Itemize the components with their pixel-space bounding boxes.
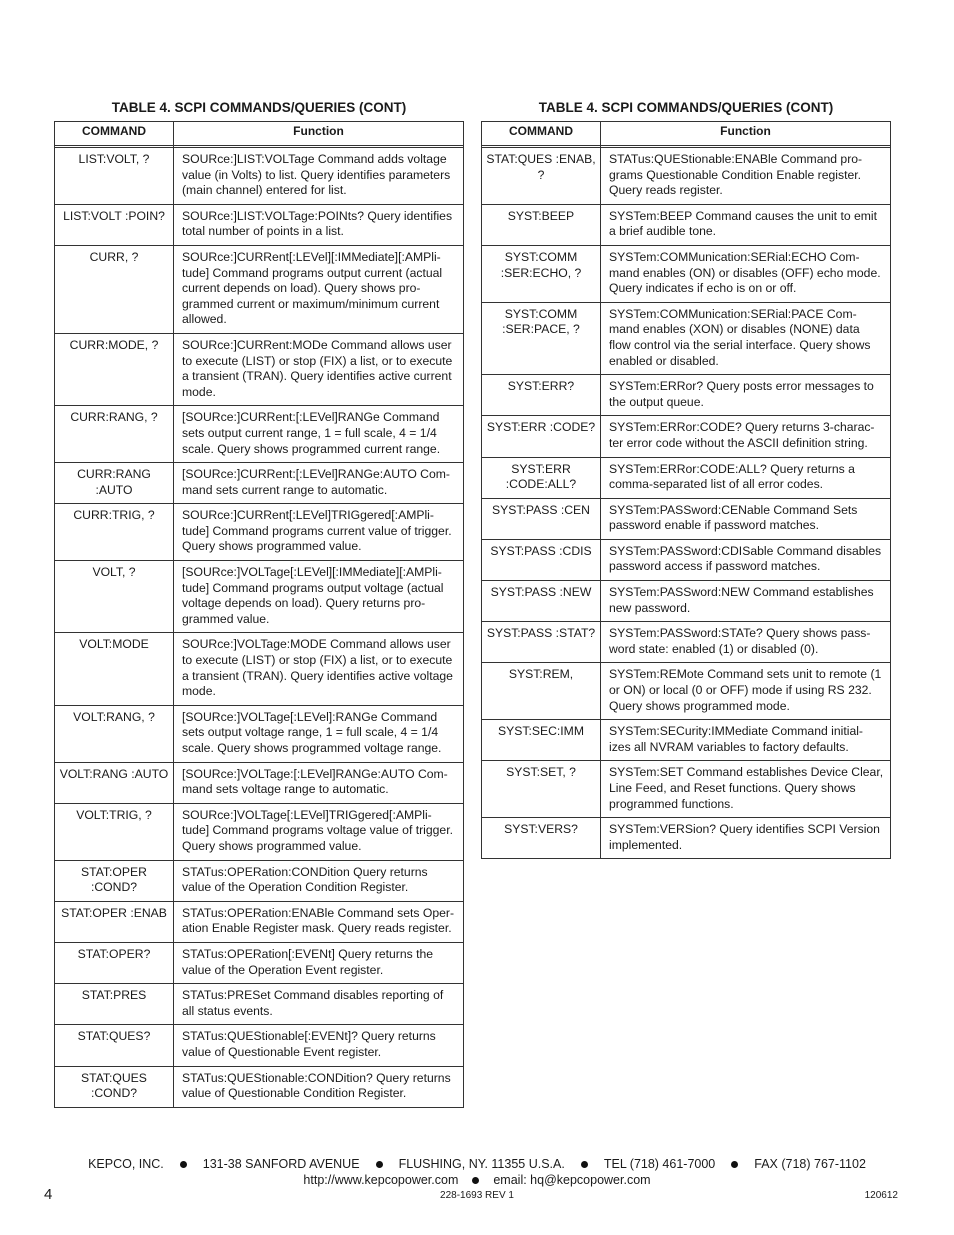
command-cell: SYST:PASS :NEW bbox=[482, 581, 601, 622]
table-row bbox=[482, 539, 891, 580]
function-cell: SYSTem:COMMunication:SERial:ECHO Com-mand enables (ON) or disables (OFF) echo mode. Query indicates if echo is on or off. bbox=[601, 245, 891, 302]
function-cell: SYSTem:PASSword:CENable Command Sets password enable if password matches. bbox=[601, 498, 891, 539]
table-row bbox=[55, 406, 464, 463]
scpi-commands-table bbox=[54, 121, 464, 1108]
table-row bbox=[55, 1025, 464, 1066]
function-cell: [SOURce:]VOLTage[:LEVel][:IMMediate][:AMPli-tude] Command programs output voltage (actual voltage depends on load). Query returns pro-grammed value. bbox=[174, 561, 464, 633]
command-cell: STAT:QUES :COND? bbox=[55, 1066, 174, 1107]
table-row bbox=[55, 504, 464, 561]
command-cell: SYST:ERR? bbox=[482, 375, 601, 416]
email-link[interactable]: email: hq@kepcopower.com bbox=[493, 1173, 651, 1187]
table-row bbox=[55, 561, 464, 633]
telephone: TEL (718) 461-7000 bbox=[603, 1157, 716, 1171]
city-address: FLUSHING, NY. 11355 U.S.A. bbox=[398, 1157, 565, 1171]
scpi-commands-table bbox=[481, 121, 891, 859]
command-cell: SYST:ERR :CODE? bbox=[482, 416, 601, 457]
function-cell: SYSTem:ERRor:CODE:ALL? Query returns a comma-separated list of all error codes. bbox=[601, 457, 891, 498]
table-row bbox=[55, 463, 464, 504]
command-cell: SYST:COMM :SER:ECHO, ? bbox=[482, 245, 601, 302]
command-cell: VOLT:MODE bbox=[55, 633, 174, 705]
right-table-section bbox=[481, 98, 891, 859]
table-header-row bbox=[482, 122, 891, 146]
table-title: TABLE 4. SCPI COMMANDS/QUERIES (CONT) bbox=[538, 100, 834, 115]
bullet-icon bbox=[581, 1161, 588, 1168]
function-cell: SYSTem:ERRor:CODE? Query returns 3-charac-ter error code without the ASCII definition string. bbox=[601, 416, 891, 457]
function-cell: SOURce:]VOLTage[:LEVel]TRIGgered[:AMPli-tude] Command programs voltage value of trigger. Query shows programmed value. bbox=[174, 803, 464, 860]
fax: FAX (718) 767-1102 bbox=[754, 1157, 866, 1171]
table-body bbox=[55, 148, 464, 1108]
table-row bbox=[55, 803, 464, 860]
command-cell: CURR:RANG, ? bbox=[55, 406, 174, 463]
function-cell: SOURce:]VOLTage:MODE Command allows user to execute (LIST) or stop (FIX) a list, or to execute a transient (TRAN). Query identifies active voltage mode. bbox=[174, 633, 464, 705]
function-cell: [SOURce:]CURRent:[:LEVel]RANGe:AUTO Com-mand sets current range to automatic. bbox=[174, 463, 464, 504]
command-cell: STAT:QUES :ENAB, ? bbox=[482, 148, 601, 205]
command-cell: SYST:COMM :SER:PACE, ? bbox=[482, 302, 601, 374]
function-cell: STATus:QUEStionable:CONDition? Query returns value of Questionable Condition Register. bbox=[174, 1066, 464, 1107]
table-row bbox=[55, 333, 464, 405]
table-row bbox=[482, 302, 891, 374]
function-cell: SOURce:]LIST:VOLTage Command adds voltage value (in Volts) to list. Query identifies parameters (main channel) entered for list. bbox=[174, 148, 464, 205]
command-cell: STAT:PRES bbox=[55, 984, 174, 1025]
function-cell: SYSTem:COMMunication:SERial:PACE Com-mand enables (XON) or disables (NONE) data flow control via the serial interface. Query shows enabled or disabled. bbox=[601, 302, 891, 374]
function-cell: STATus:QUEStionable:ENABle Command pro-grams Questionable Condition Enable register. Query reads register. bbox=[601, 148, 891, 205]
command-cell: SYST:SEC:IMM bbox=[482, 720, 601, 761]
table-row bbox=[482, 245, 891, 302]
function-cell: SYSTem:BEEP Command causes the unit to emit a brief audible tone. bbox=[601, 204, 891, 245]
bullet-icon bbox=[376, 1161, 383, 1168]
command-column-header: COMMAND bbox=[55, 122, 174, 146]
table-row bbox=[55, 942, 464, 983]
bullet-icon bbox=[731, 1161, 738, 1168]
function-cell: STATus:OPERation:CONDition Query returns value of the Operation Condition Register. bbox=[174, 860, 464, 901]
function-cell: STATus:PRESet Command disables reporting of all status events. bbox=[174, 984, 464, 1025]
table-row bbox=[55, 204, 464, 245]
table-row bbox=[482, 375, 891, 416]
command-cell: CURR:TRIG, ? bbox=[55, 504, 174, 561]
command-cell: SYST:BEEP bbox=[482, 204, 601, 245]
table-title: TABLE 4. SCPI COMMANDS/QUERIES (CONT) bbox=[111, 100, 407, 115]
command-cell: STAT:OPER :COND? bbox=[55, 860, 174, 901]
table-row bbox=[482, 204, 891, 245]
company-name: KEPCO, INC. bbox=[88, 1157, 164, 1171]
table-row bbox=[482, 581, 891, 622]
command-column-header: COMMAND bbox=[482, 122, 601, 146]
function-cell: STATus:OPERation[:EVENt] Query returns the value of the Operation Event register. bbox=[174, 942, 464, 983]
function-cell: SYSTem:ERRor? Query posts error messages to the output queue. bbox=[601, 375, 891, 416]
table-row bbox=[482, 457, 891, 498]
function-cell: SYSTem:SECurity:IMMediate Command initial-izes all NVRAM variables to factory defaults. bbox=[601, 720, 891, 761]
table-row bbox=[55, 148, 464, 205]
command-cell: CURR:RANG :AUTO bbox=[55, 463, 174, 504]
footer-web-line bbox=[0, 1173, 954, 1187]
function-column-header: Function bbox=[601, 122, 891, 146]
command-cell: SYST:PASS :CEN bbox=[482, 498, 601, 539]
command-cell: STAT:OPER :ENAB bbox=[55, 901, 174, 942]
command-cell: SYST:PASS :CDIS bbox=[482, 539, 601, 580]
street-address: 131-38 SANFORD AVENUE bbox=[202, 1157, 360, 1171]
function-cell: SOURce:]CURRent[:LEVel]TRIGgered[:AMPli-tude] Command programs current value of trigger. Query shows programmed value. bbox=[174, 504, 464, 561]
document-number: 228-1693 REV 1 bbox=[440, 1190, 514, 1201]
function-cell: SYSTem:PASSword:STATe? Query shows pass-word state: enabled (1) or disabled (0). bbox=[601, 622, 891, 663]
function-cell: STATus:QUEStionable[:EVENt]? Query returns value of Questionable Event register. bbox=[174, 1025, 464, 1066]
function-cell: SYSTem:PASSword:CDISable Command disables password access if password matches. bbox=[601, 539, 891, 580]
function-cell: STATus:OPERation:ENABle Command sets Oper-ation Enable Register mask. Query reads register. bbox=[174, 901, 464, 942]
left-table-section bbox=[54, 98, 464, 1108]
command-cell: SYST:VERS? bbox=[482, 818, 601, 859]
function-cell: [SOURce:]VOLTage:[:LEVel]RANGe:AUTO Com-mand sets voltage range to automatic. bbox=[174, 762, 464, 803]
function-cell: SYSTem:SET Command establishes Device Clear, Line Feed, and Reset functions. Query shows programmed functions. bbox=[601, 761, 891, 818]
page-number: 4 bbox=[44, 1186, 53, 1203]
command-cell: VOLT:TRIG, ? bbox=[55, 803, 174, 860]
function-cell: [SOURce:]VOLTage[:LEVel]:RANGe Command sets output voltage range, 1 = full scale, 4 = 1/4 scale. Query shows programmed voltage range. bbox=[174, 705, 464, 762]
table-row bbox=[482, 622, 891, 663]
table-row bbox=[482, 761, 891, 818]
table-header-row bbox=[55, 122, 464, 146]
function-column-header: Function bbox=[174, 122, 464, 146]
function-cell: SYSTem:PASSword:NEW Command establishes new password. bbox=[601, 581, 891, 622]
table-row bbox=[482, 663, 891, 720]
command-cell: VOLT, ? bbox=[55, 561, 174, 633]
function-cell: SYSTem:VERSion? Query identifies SCPI Version implemented. bbox=[601, 818, 891, 859]
table-row bbox=[55, 633, 464, 705]
bullet-icon bbox=[180, 1161, 187, 1168]
table-row bbox=[55, 984, 464, 1025]
bullet-icon bbox=[472, 1177, 479, 1184]
function-cell: [SOURce:]CURRent:[:LEVel]RANGe Command sets output current range, 1 = full scale, 4 = 1/4 scale. Query shows programmed current range. bbox=[174, 406, 464, 463]
table-row bbox=[482, 416, 891, 457]
table-row bbox=[55, 901, 464, 942]
command-cell: SYST:PASS :STAT? bbox=[482, 622, 601, 663]
table-row bbox=[55, 762, 464, 803]
table-body bbox=[482, 148, 891, 859]
table-row bbox=[55, 705, 464, 762]
command-cell: SYST:SET, ? bbox=[482, 761, 601, 818]
table-row bbox=[482, 498, 891, 539]
table-row bbox=[55, 1066, 464, 1107]
command-cell: STAT:QUES? bbox=[55, 1025, 174, 1066]
website-link[interactable]: http://www.kepcopower.com bbox=[303, 1173, 459, 1187]
document-date: 120612 bbox=[864, 1190, 898, 1201]
table-row bbox=[482, 148, 891, 205]
table-row bbox=[482, 720, 891, 761]
function-cell: SYSTem:REMote Command sets unit to remote (1 or ON) or local (0 or OFF) mode if using RS 232. Query shows programmed mode. bbox=[601, 663, 891, 720]
command-cell: LIST:VOLT :POIN? bbox=[55, 204, 174, 245]
command-cell: LIST:VOLT, ? bbox=[55, 148, 174, 205]
command-cell: STAT:OPER? bbox=[55, 942, 174, 983]
command-cell: VOLT:RANG :AUTO bbox=[55, 762, 174, 803]
function-cell: SOURce:]CURRent:MODe Command allows user to execute (LIST) or stop (FIX) a list, or to execute a transient (TRAN). Query identifies active current mode. bbox=[174, 333, 464, 405]
table-row bbox=[55, 860, 464, 901]
function-cell: SOURce:]CURRent[:LEVel][:IMMediate][:AMPli-tude] Command programs output current (actual current depends on load). Query shows pro-grammed current or maximum/minimum current allowed. bbox=[174, 245, 464, 333]
command-cell: SYST:REM, bbox=[482, 663, 601, 720]
table-row bbox=[55, 245, 464, 333]
command-cell: VOLT:RANG, ? bbox=[55, 705, 174, 762]
function-cell: SOURce:]LIST:VOLTage:POINts? Query identifies total number of points in a list. bbox=[174, 204, 464, 245]
table-row bbox=[482, 818, 891, 859]
footer-contact-line bbox=[0, 1157, 954, 1171]
command-cell: CURR, ? bbox=[55, 245, 174, 333]
command-cell: SYST:ERR :CODE:ALL? bbox=[482, 457, 601, 498]
command-cell: CURR:MODE, ? bbox=[55, 333, 174, 405]
